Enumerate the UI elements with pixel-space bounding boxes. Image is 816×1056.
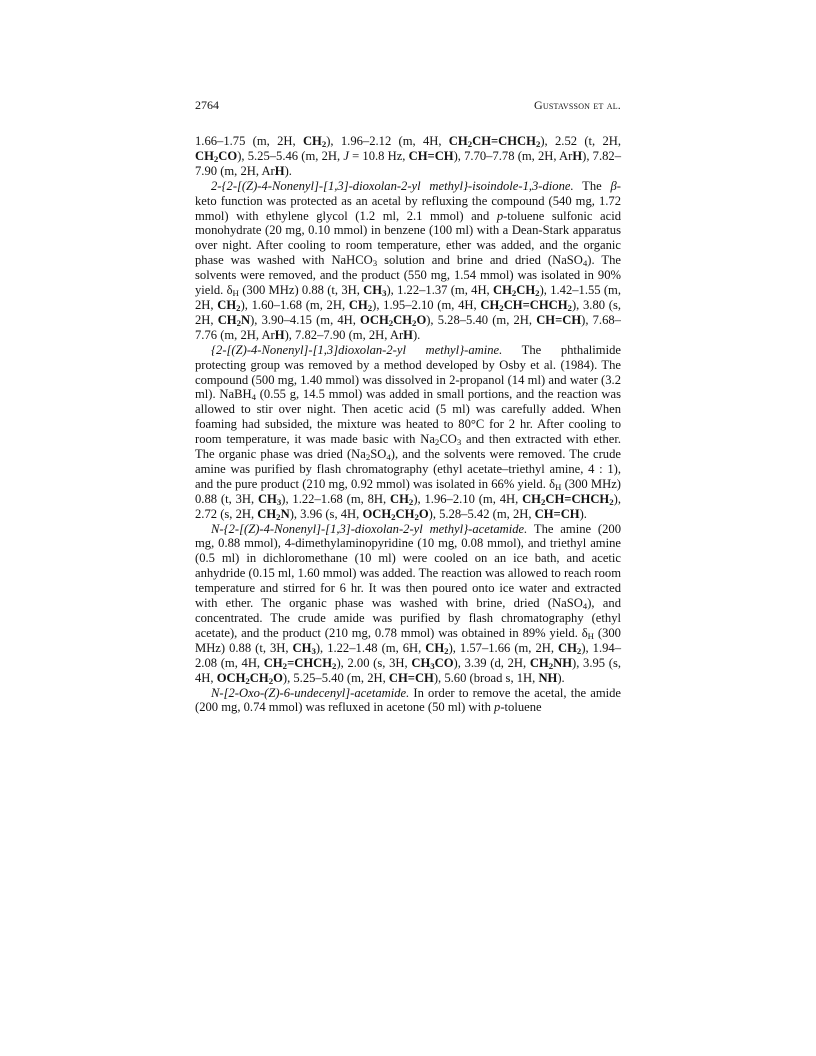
paragraph-text: The β-keto function was protected as an acetal by refluxing the compound (540 mg, 1.72 mmol) with ethylene glycol (1.2 ml, 2.1 mmol) and p-toluene sulfonic acid monohydrate (20 mg, 0.10 mmol) in benzene (100 ml) with a Dean-Stark apparatus over night. After cooling to room temperature, ether was added, and the organic phase was washed with NaHCO$_3$ solution and brine and dried (NaSO$_4$). The solvents were removed, and the product (550 mg, 1.54 mmol) was isolated in 90% yield. $\delta_H$ (300 MHz) 0.88 (t, 3H, $CH_3$), 1.22–1.37 (m, 4H, $CH_2CH_2$), 1.42–1.55 (m, 2H, $CH_2$), 1.60–1.68 (m, 2H, $CH_2$), 1.95–2.10 (m, 4H, $CH_2CH=CHCH_2$), 3.80 (s, 2H, $CH_2N$), 3.90–4.15 (m, 4H, $OCH_2CH_2O$), 5.28–5.40 (m, 2H, CH=CH), 7.68–7.76 (m, 2H, ArH), 7.82–7.90 (m, 2H, ArH). <box>195 178 622 342</box>
compound-title: {2-[(Z)-4-Nonenyl]-[1,3]dioxolan-2-yl methyl}-amine. <box>211 342 503 357</box>
paragraph-text: 1.66–1.75 (m, 2H, $CH_2$), 1.96–2.12 (m, 4H, $CH_2CH=CHCH_2$), 2.52 (t, 2H, $CH_2CO$), 5.25–5.46 (m, 2H, J = 10.8 Hz, CH=CH), 7.70–7.78 (m, 2H, ArH), 7.82–7.90 (m, 2H, ArH). <box>195 134 622 178</box>
compound-title: N-[2-Oxo-(Z)-6-undecenyl]-acetamide. <box>211 685 410 700</box>
page-number: 2764 <box>195 98 219 112</box>
paragraph-text: The phthalimide protecting group was removed by a method developed by Osby et al. (1984). The compound (500 mg, 1.40 mmol) was dissolved in 2-propanol (14 ml) and water (3.2 ml). NaBH$_4$ (0.55 g, 14.5 mmol) was added in small portions, and the reaction was allowed to stir over night. Then acetic acid (5 ml) was carefully added. When foaming had subsided, the mixture was heated to 80°C for 2 hr. After cooling to room temperature, it was made basic with $Na_2CO_3$ and then extracted with ether. The organic phase was dried $(Na_2SO_4)$, and the solvents were removed. The crude amine was purified by flash chromatography (ethyl acetate–triethyl amine, 4 : 1), and the pure product (210 mg, 0.92 mmol) was isolated in 66% yield. $\delta_H$ (300 MHz) 0.88 (t, 3H, $CH_3$), 1.22–1.68 (m, 8H, $CH_2$), 1.96–2.10 (m, 4H, $CH_2CH=CHCH_2$), 2.72 (s, 2H, $CH_2N$), 3.96 (s, 4H, $OCH_2CH_2O$), 5.28–5.42 (m, 2H, CH=CH). <box>195 342 621 522</box>
compound-title: N-{2-[(Z)-4-Nonenyl]-[1,3]-dioxolan-2-yl methyl}-acetamide. <box>211 521 528 536</box>
paragraph-text: In order to remove the acetal, the amide (200 mg, 0.74 mmol) was refluxed in acetone (50 ml) with p-toluene <box>195 685 621 715</box>
body-text <box>195 134 621 715</box>
page-header <box>195 98 621 114</box>
paragraph-continued <box>195 134 621 179</box>
section-acetamide <box>195 522 621 686</box>
section-undecenyl-acetamide <box>195 686 621 716</box>
section-amine <box>195 343 621 522</box>
compound-title: 2-{2-[(Z)-4-Nonenyl]-[1,3]-dioxolan-2-yl methyl}-isoindole-1,3-dione. <box>211 178 574 193</box>
paragraph-text: The amine (200 mg, 0.88 mmol), 4-dimethylaminopyridine (10 mg, 0.08 mmol), and triethyl amine (0.5 ml) in dichloromethane (10 ml) were cooled on an ice bath, and acetic anhydride (0.15 ml, 1.60 mmol) was added. The reaction was allowed to reach room temperature and stirred for 6 hr. It was then poured onto ice water and extracted with ether. The organic phase was washed with brine, dried (NaSO$_4$), and concentrated. The crude amide was purified by flash chromatography (ethyl acetate), and the product (210 mg, 0.78 mmol) was obtained in 89% yield. $\delta_H$ (300 MHz) 0.88 (t, 3H, $CH_3$), 1.22–1.48 (m, 6H, $CH_2$), 1.57–1.66 (m, 2H, $CH_2$), 1.94–2.08 (m, 4H, $CH_2=CHCH_2$), 2.00 (s, 3H, $CH_3CO$), 3.39 (d, 2H, $CH_2NH$), 3.95 (s, 4H, $OCH_2CH_2O$), 5.25–5.40 (m, 2H, CH=CH), 5.60 (broad s, 1H, NH). <box>195 521 622 686</box>
section-isoindole-dione <box>195 179 621 343</box>
running-head: Gustavsson et al. <box>534 98 621 112</box>
